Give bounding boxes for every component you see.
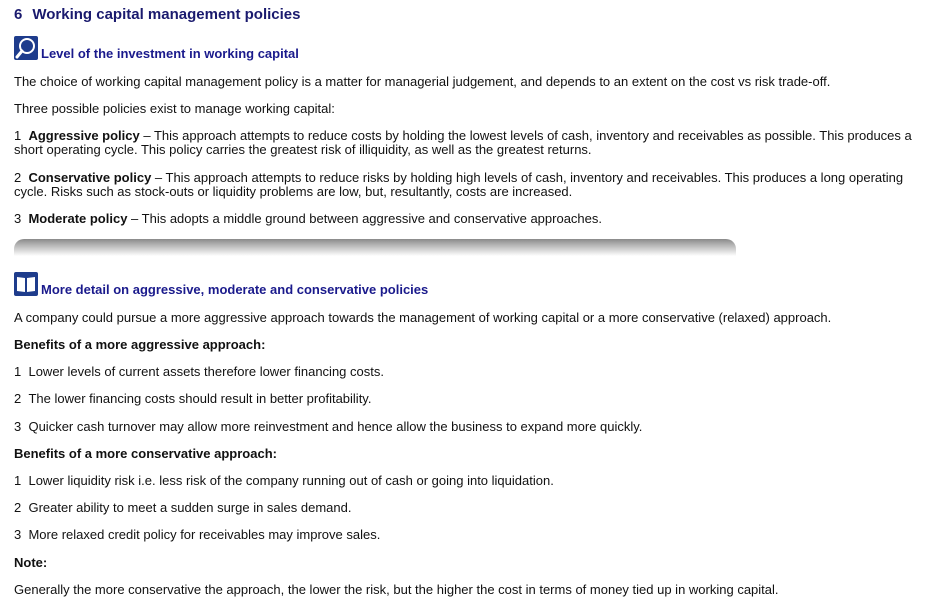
conservative-heading-text: Benefits of a more conservative approach: [14, 446, 277, 461]
item-text: Lower levels of current assets therefore lower financing costs. [28, 364, 384, 379]
subheading-title: Level of the investment in working capital [41, 46, 299, 61]
subheading-more-detail [14, 272, 428, 296]
policy-number: 1 [14, 128, 22, 143]
item-number: 1 [14, 473, 22, 488]
detail-intro: A company could pursue a more aggressive approach towards the management of working capital or a more conservative (relaxed) approach. [14, 310, 832, 325]
list-item [14, 420, 928, 434]
subheading-title: More detail on aggressive, moderate and conservative policies [41, 282, 429, 297]
aggressive-heading-text: Benefits of a more aggressive approach: [14, 337, 266, 352]
item-text: More relaxed credit policy for receivables may improve sales. [28, 527, 381, 542]
item-number: 3 [14, 419, 22, 434]
item-text: Quicker cash turnover may allow more reinvestment and hence allow the business to expand more quickly. [28, 419, 643, 434]
policy-item [14, 129, 928, 157]
list-item [14, 392, 928, 406]
item-text: The lower financing costs should result in better profitability. [28, 391, 372, 406]
item-number: 2 [14, 391, 22, 406]
list-item [14, 501, 928, 515]
section-heading [14, 6, 300, 23]
section-title: Working capital management policies [32, 6, 301, 23]
list-item [14, 474, 928, 488]
list-item [14, 528, 928, 542]
policy-item [14, 171, 928, 199]
item-text: Lower liquidity risk i.e. less risk of the company running out of cash or going into liquidation. [28, 473, 554, 488]
magnifier-icon [14, 36, 38, 60]
section-number: 6 [14, 6, 23, 23]
conservative-heading [14, 447, 928, 461]
note-label-text: Note: [14, 555, 48, 570]
policy-item [14, 212, 928, 226]
item-number: 3 [14, 527, 22, 542]
item-number: 1 [14, 364, 22, 379]
policy-term: Conservative policy [28, 170, 152, 185]
list-item [14, 365, 928, 379]
item-text: Greater ability to meet a sudden surge in sales demand. [28, 500, 352, 515]
policy-term: Moderate policy [28, 211, 128, 226]
policies-lead: Three possible policies exist to manage working capital: [14, 101, 335, 116]
policy-text: – This adopts a middle ground between aggressive and conservative approaches. [127, 211, 602, 226]
policy-term: Aggressive policy [28, 128, 140, 143]
intro-paragraph: The choice of working capital management policy is a matter for managerial judgement, and depends to an extent on the cost vs risk trade-off. [14, 74, 831, 89]
policy-text: – This approach attempts to reduce costs by holding the lowest levels of cash, inventory and receivables as possible. This produces a short operating cycle. This policy carries the greatest risk of illiquidity, as well as the greatest returns. [14, 128, 912, 157]
policy-number: 3 [14, 211, 22, 226]
open-book-icon [14, 272, 38, 296]
aggressive-heading [14, 338, 928, 352]
item-number: 2 [14, 500, 22, 515]
policy-text: – This approach attempts to reduce risks by holding high levels of cash, inventory and receivables. This produces a long operating cycle. Risks such as stock-outs or liquidity problems are low, but, resultantly, costs are increased. [14, 170, 904, 199]
policy-number: 2 [14, 170, 22, 185]
note-label [14, 556, 928, 570]
subheading-investment-level [14, 36, 299, 60]
section-divider [14, 239, 736, 256]
note-text: Generally the more conservative the approach, the lower the risk, but the higher the cost in terms of money tied up in working capital. [14, 582, 779, 597]
